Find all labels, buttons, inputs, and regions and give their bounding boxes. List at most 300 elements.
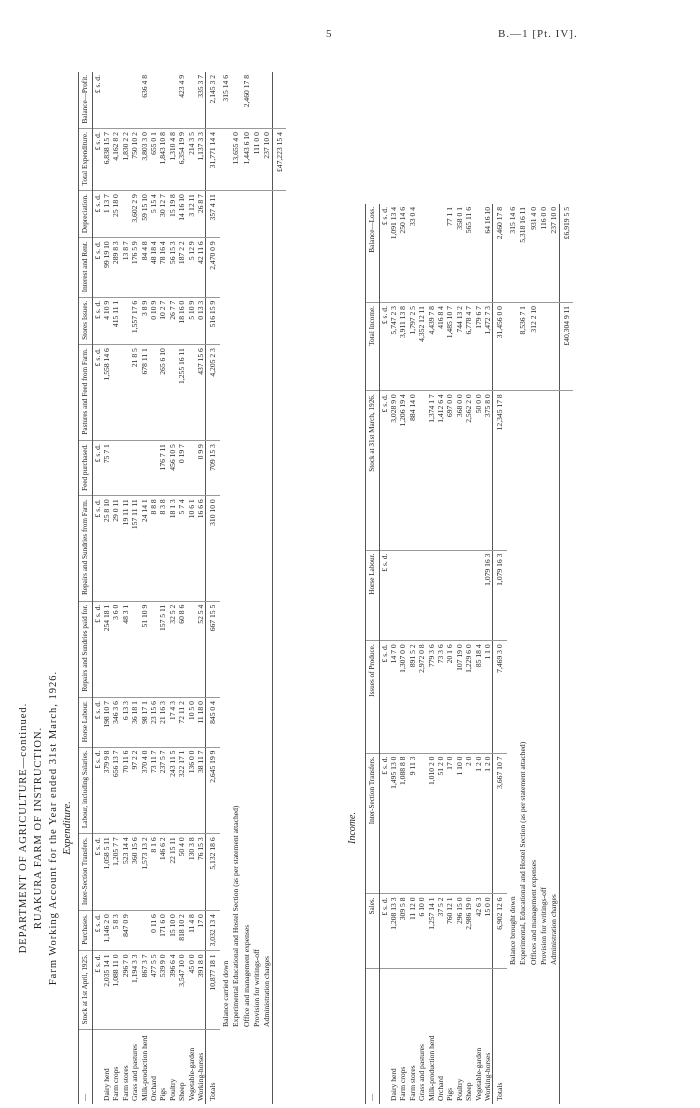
expenditure-unit-cell: £ s. d.	[92, 747, 102, 834]
expenditure-cell: 18 1 3	[168, 496, 177, 601]
income-cell: 6,778 4 7	[464, 303, 473, 391]
income-extra-pad	[507, 968, 517, 1104]
expenditure-row	[121, 72, 130, 1104]
income-cell: 1 2 0	[474, 753, 483, 894]
expenditure-cell: 335 3 7	[196, 72, 206, 129]
income-extra-row	[528, 204, 538, 1104]
expenditure-cell: 1,830 2 2	[121, 129, 130, 191]
expenditure-cell: 56 15 3	[168, 238, 177, 297]
expenditure-cell: 423 4 9	[177, 72, 186, 129]
income-extra-value: 116 0 0	[538, 204, 548, 303]
income-cell: 760 12 1	[445, 894, 454, 968]
expenditure-cell: 13 8 7	[121, 238, 130, 297]
income-cell: 2 0	[464, 753, 473, 894]
expenditure-cell	[121, 345, 130, 441]
expenditure-cell: 1,557 17 6	[130, 297, 139, 344]
expenditure-cell: 296 7 0	[121, 951, 130, 1030]
expenditure-cell: 437 15 6	[196, 345, 206, 441]
income-cell: 358 0 1	[455, 204, 464, 303]
expenditure-unit-cell: £ s. d.	[92, 601, 102, 697]
expenditure-cell: 1,194 3 3	[130, 951, 139, 1030]
expenditure-cell: 243 11 5	[168, 747, 177, 834]
expenditure-cell: 750 10 2	[130, 129, 139, 191]
expenditure-cell: 2,035 14 1	[102, 951, 111, 1030]
expenditure-cell: 11 4 8	[187, 911, 196, 951]
income-cell: Farm stores	[407, 1065, 417, 1101]
expenditure-cell: 48 3 1	[121, 601, 130, 697]
income-unit-cell: £ s. d.	[379, 894, 389, 968]
income-cell: 1,307 0 0	[398, 641, 407, 753]
expenditure-row	[168, 72, 177, 1104]
expenditure-total-cell: 357 4 11	[206, 191, 220, 238]
income-cell: Grass and pastures	[417, 1044, 427, 1101]
expenditure-cell: 3 8 9	[140, 297, 149, 344]
income-cell: 3,028 9 0	[389, 391, 398, 550]
expenditure-cell: 477 5 5	[149, 951, 158, 1030]
expenditure-cell: 97 2 2	[130, 747, 139, 834]
income-row	[389, 204, 398, 1104]
income-cell: 50 0 0	[474, 391, 483, 550]
income-row	[436, 204, 445, 1104]
expenditure-unit-cell: £ s. d.	[92, 191, 102, 238]
income-cell	[436, 204, 445, 303]
income-cell: 73 3 6	[436, 641, 445, 753]
expenditure-cell: 70 11 6	[121, 747, 130, 834]
expenditure-cell: 176 7 11	[158, 441, 167, 496]
income-cell: Poultry	[454, 1078, 464, 1101]
income-cell: 85 18 4	[474, 641, 483, 753]
expenditure-cell	[168, 72, 177, 129]
department-title: DEPARTMENT OF AGRICULTURE—continued.	[18, 702, 29, 954]
expenditure-cell: 0 10 9	[149, 297, 158, 344]
expenditure-cell: 21 16 3	[158, 698, 167, 747]
income-header-cell: Issues of Produce.	[366, 641, 380, 753]
income-extra-pad	[548, 968, 559, 1104]
income-extra-label: Experimental, Educational and Hostel Section (as per statement attached)	[518, 741, 528, 966]
expenditure-cell	[168, 345, 177, 441]
expenditure-cell	[130, 911, 139, 951]
income-grand-total-row	[559, 204, 573, 1104]
expenditure-table	[78, 72, 286, 1104]
income-cell: 1,374 1 7	[427, 391, 436, 550]
expenditure-cell: 60 8 6	[177, 601, 186, 697]
expenditure-cell: 254 18 1	[102, 601, 111, 697]
expenditure-cell: Sheep	[177, 1082, 187, 1101]
expenditure-cell: 14 16 10	[177, 191, 186, 238]
expenditure-cell	[121, 191, 130, 238]
expenditure-cell: Farm stores	[120, 1065, 130, 1101]
income-extra-label: Administration charges	[549, 894, 559, 966]
expenditure-cell: 72 11 2	[177, 698, 186, 747]
income-cell	[474, 550, 483, 641]
expenditure-header-cell: Total Expenditure.	[79, 129, 93, 191]
expenditure-cell: 391 8 0	[196, 951, 206, 1030]
income-cell: 42 6 3	[474, 894, 483, 968]
income-cell	[436, 550, 445, 641]
expenditure-cell: 0 13 3	[196, 297, 206, 344]
expenditure-cell: 4,162 8 2	[111, 129, 120, 191]
expenditure-cell	[149, 441, 158, 496]
expenditure-total-cell: 516 15 9	[206, 297, 220, 344]
expenditure-extra-row	[261, 72, 272, 1104]
expenditure-cell: 98 17 1	[140, 698, 149, 747]
expenditure-extra-pad	[230, 1030, 240, 1104]
income-grand-total: £40,304 9 11	[559, 303, 573, 391]
expenditure-cell	[130, 72, 139, 129]
expenditure-total-cell: 2,145 3 2	[206, 72, 220, 129]
expenditure-header-cell: Horse Labour.	[79, 698, 93, 747]
income-cell	[398, 550, 407, 641]
expenditure-extra-value	[261, 72, 272, 129]
income-cell: 1,472 7 3	[483, 303, 493, 391]
income-row	[464, 204, 473, 1104]
expenditure-cell: 0 19 7	[177, 441, 186, 496]
income-cell: 1 2 0	[483, 753, 493, 894]
expenditure-row	[140, 72, 149, 1104]
income-cell: 1,079 16 3	[483, 550, 493, 641]
expenditure-cell: Farm crops	[111, 1066, 121, 1101]
expenditure-cell: 818 10 2	[177, 911, 186, 951]
income-cell: 416 8 4	[436, 303, 445, 391]
expenditure-total-cell: Totals	[206, 1030, 220, 1104]
expenditure-extra-label: Provision for writings-off	[252, 949, 261, 1027]
income-cell: 2,972 0 8	[417, 641, 426, 753]
income-row	[455, 204, 464, 1104]
income-cell: 1,091 13 4	[389, 204, 398, 303]
income-cell: 6 10 0	[417, 894, 426, 968]
expenditure-cell: 84 4 8	[140, 238, 149, 297]
expenditure-cell: 1,146 2 0	[102, 911, 111, 951]
income-extra-value: 315 14 6	[507, 204, 517, 303]
expenditure-extra-label: Administration charges	[262, 956, 272, 1027]
expenditure-cell: 6,354 19 9	[177, 129, 186, 191]
income-cell: 1,229 6 0	[464, 641, 473, 753]
expenditure-extra-value	[220, 129, 230, 191]
expenditure-cell	[121, 297, 130, 344]
expenditure-cell: 75 7 1	[102, 441, 111, 496]
income-row	[427, 204, 436, 1104]
expenditure-header-cell: Purchases.	[79, 911, 93, 951]
expenditure-cell	[158, 72, 167, 129]
expenditure-cell: 59 15 10	[140, 191, 149, 238]
income-row	[408, 204, 417, 1104]
income-unit-cell: £ s. d.	[379, 391, 389, 550]
income-extra-pad	[528, 968, 538, 1104]
expenditure-header-cell: Repairs and Sundries paid for.	[79, 601, 93, 697]
expenditure-cell: 237 5 7	[158, 747, 167, 834]
expenditure-grand-total: £47,223 15 4	[272, 129, 286, 191]
expenditure-total-cell: 3,032 13 4	[206, 911, 220, 951]
expenditure-cell: 0 11 6	[149, 911, 158, 951]
expenditure-extra-pad	[220, 1030, 230, 1104]
expenditure-header-cell: Inter-Section Transfers.	[79, 834, 93, 911]
expenditure-cell	[187, 601, 196, 697]
expenditure-extra-label: Office and management expenses	[241, 924, 251, 1027]
expenditure-cell: Orchard	[148, 1076, 158, 1101]
expenditure-cell: 146 6 2	[158, 834, 167, 911]
income-cell: 744 13 2	[455, 303, 464, 391]
expenditure-cell: 265 6 10	[158, 345, 167, 441]
income-cell: 1,485 10 7	[445, 303, 454, 391]
expenditure-total-cell: 31,771 14 4	[206, 129, 220, 191]
expenditure-cell: 24 14 1	[140, 496, 149, 601]
expenditure-cell: 171 6 0	[158, 911, 167, 951]
expenditure-extra-value: 13,655 4 0	[230, 129, 240, 191]
income-extra-pad	[517, 968, 527, 1104]
expenditure-cell: Pigs	[158, 1087, 168, 1101]
expenditure-cell: 4 10 9	[102, 297, 111, 344]
income-header-cell: Stock at 31st March, 1926.	[366, 391, 380, 550]
expenditure-row	[187, 72, 196, 1104]
expenditure-cell: 10 5 0	[187, 698, 196, 747]
expenditure-unit-cell	[92, 1030, 102, 1104]
expenditure-cell: 15 10 0	[168, 911, 177, 951]
expenditure-unit-cell: £ s. d.	[92, 834, 102, 911]
income-cell: 33 0 4	[408, 204, 417, 303]
expenditure-cell: 99 19 10	[102, 238, 111, 297]
income-cell: 697 0 0	[445, 391, 454, 550]
expenditure-header-cell: Balance—Profit.	[79, 72, 93, 129]
expenditure-cell: 157 11 11	[130, 496, 139, 601]
income-cell: 11 12 0	[408, 894, 417, 968]
expenditure-cell: 36 18 1	[130, 698, 139, 747]
income-cell: 884 14 0	[408, 391, 417, 550]
income-extra-value	[538, 303, 548, 391]
expenditure-cell	[149, 345, 158, 441]
expenditure-cell: 16 6 6	[196, 496, 206, 601]
income-grand-total: £6,919 5 5	[559, 204, 573, 303]
income-cell: 77 1 1	[445, 204, 454, 303]
expenditure-unit-cell: £ s. d.	[92, 698, 102, 747]
expenditure-cell	[111, 72, 120, 129]
expenditure-header-cell: Depreciation.	[79, 191, 93, 238]
expenditure-cell: 8 1 6	[149, 834, 158, 911]
income-cell: 9 11 3	[408, 753, 417, 894]
expenditure-unit-cell: £ s. d.	[92, 441, 102, 496]
expenditure-cell: 136 0 0	[187, 747, 196, 834]
expenditure-cell: 3,602 2 9	[130, 191, 139, 238]
income-cell	[389, 550, 398, 641]
expenditure-unit-cell: £ s. d.	[92, 951, 102, 1030]
expenditure-total-cell: 845 0 4	[206, 698, 220, 747]
expenditure-cell: Grass and pastures	[130, 1044, 140, 1101]
expenditure-total-cell: 2,645 19 9	[206, 747, 220, 834]
income-extra-value	[548, 303, 559, 391]
expenditure-grand-total-row	[272, 72, 286, 1104]
income-total-cell: 7,469 3 0	[493, 641, 507, 753]
expenditure-cell: 322 17 1	[177, 747, 186, 834]
expenditure-cell: 15 19 8	[168, 191, 177, 238]
expenditure-cell: 1,137 3 3	[196, 129, 206, 191]
income-cell: 375 8 0	[483, 391, 493, 550]
income-cell: 891 5 2	[408, 641, 417, 753]
expenditure-header-cell: Feed purchased.	[79, 441, 93, 496]
income-cell: 779 3 6	[427, 641, 436, 753]
expenditure-total-cell: 5,132 18 6	[206, 834, 220, 911]
expenditure-cell: 5 10 9	[187, 297, 196, 344]
expenditure-cell	[121, 72, 130, 129]
expenditure-cell: 847 0 9	[121, 911, 130, 951]
expenditure-header-cell: Interest and Rent.	[79, 238, 93, 297]
income-cell	[417, 550, 426, 641]
expenditure-cell: 26 8 7	[196, 191, 206, 238]
income-total-cell: 12,345 17 8	[493, 391, 507, 550]
expenditure-unit-cell: £ s. d.	[92, 297, 102, 344]
expenditure-cell: 289 8 3	[111, 238, 120, 297]
expenditure-cell: 23 15 6	[149, 698, 158, 747]
income-unit-cell: £ s. d.	[379, 641, 389, 753]
expenditure-extra-value: 1,443 6 10	[241, 129, 251, 191]
income-totals-row	[493, 204, 507, 1104]
expenditure-cell: 8 3 8	[158, 496, 167, 601]
income-cell: Dairy herd	[388, 1068, 398, 1101]
income-cell: Sheep	[464, 1082, 474, 1101]
expenditure-cell: 10 2 7	[158, 297, 167, 344]
expenditure-cell: 1,058 5 11	[102, 834, 111, 911]
expenditure-cell	[187, 441, 196, 496]
income-cell: 14 7 0	[389, 641, 398, 753]
income-total-cell: Totals	[493, 968, 507, 1104]
expenditure-row	[196, 72, 206, 1104]
income-cell	[455, 550, 464, 641]
expenditure-cell: 73 11 7	[149, 747, 158, 834]
income-header-row	[366, 204, 380, 1104]
expenditure-cell: 187 2 2	[177, 238, 186, 297]
expenditure-cell: 1,205 7 7	[111, 834, 120, 911]
expenditure-cell: 32 5 2	[168, 601, 177, 697]
expenditure-row	[177, 72, 186, 1104]
expenditure-heading: Expenditure.	[62, 801, 73, 855]
expenditure-cell: 5 12 9	[187, 238, 196, 297]
expenditure-cell: 3 6 0	[111, 601, 120, 697]
expenditure-extra-pad	[251, 1030, 261, 1104]
expenditure-cell: 25 18 0	[111, 191, 120, 238]
income-cell	[408, 550, 417, 641]
expenditure-cell: 214 3 5	[187, 129, 196, 191]
expenditure-extra-row	[230, 72, 240, 1104]
expenditure-cell: 415 11 1	[111, 297, 120, 344]
expenditure-cell: 30 12 7	[158, 191, 167, 238]
income-cell: Milk-production herd	[426, 1035, 436, 1101]
income-header-cell: —	[366, 968, 380, 1104]
expenditure-unit-cell: £ s. d.	[92, 72, 102, 129]
income-header-cell: Total Income.	[366, 303, 380, 391]
expenditure-cell: 176 5 9	[130, 238, 139, 297]
expenditure-unit-cell: £ s. d.	[92, 129, 102, 191]
income-cell: 3,911 13 8	[398, 303, 407, 391]
expenditure-cell	[187, 72, 196, 129]
income-cell: 37 5 2	[436, 894, 445, 968]
income-cell: 250 14 6	[398, 204, 407, 303]
income-row	[417, 204, 426, 1104]
expenditure-row	[111, 72, 120, 1104]
expenditure-cell: 29 0 11	[111, 496, 120, 601]
expenditure-cell: 21 8 5	[130, 345, 139, 441]
income-cell: 1,206 19 4	[398, 391, 407, 550]
expenditure-cell	[111, 345, 120, 441]
income-cell	[427, 204, 436, 303]
expenditure-cell: 1,843 10 8	[158, 129, 167, 191]
income-cell: 296 15 0	[455, 894, 464, 968]
income-cell	[427, 550, 436, 641]
expenditure-cell: 636 4 8	[140, 72, 149, 129]
expenditure-cell: 42 11 6	[196, 238, 206, 297]
income-cell	[464, 550, 473, 641]
expenditure-row	[149, 72, 158, 1104]
expenditure-cell	[140, 911, 149, 951]
expenditure-header-cell: Labour, including Salaries.	[79, 747, 93, 834]
income-extra-value: 5,318 16 11	[517, 204, 527, 303]
income-cell: 1,208 13 3	[389, 894, 398, 968]
income-extra-row	[538, 204, 548, 1104]
expenditure-extra-row	[241, 72, 251, 1104]
expenditure-cell: 17 0	[196, 911, 206, 951]
income-cell	[417, 753, 426, 894]
income-cell: 1,257 14 1	[427, 894, 436, 968]
income-cell	[445, 550, 454, 641]
income-cell: 565 11 6	[464, 204, 473, 303]
expenditure-cell	[149, 601, 158, 697]
expenditure-extra-value	[251, 72, 261, 129]
income-extra-value: 931 4 0	[528, 204, 538, 303]
income-extra-value	[507, 303, 517, 391]
income-cell: 1,010 2 0	[427, 753, 436, 894]
income-cell: 1 1 0	[483, 641, 493, 753]
income-cell: Farm crops	[398, 1066, 408, 1101]
expenditure-extra-value: 2,460 17 8	[241, 72, 251, 129]
income-cell: 2,986 19 0	[464, 894, 473, 968]
expenditure-cell	[130, 441, 139, 496]
income-cell: 1,412 6 4	[436, 391, 445, 550]
income-extra-row	[517, 204, 527, 1104]
expenditure-cell: 10 6 1	[187, 496, 196, 601]
income-cell: Pigs	[445, 1087, 455, 1101]
expenditure-cell: 3 12 11	[187, 191, 196, 238]
expenditure-cell: 3,547 10 0	[177, 951, 186, 1030]
expenditure-cell: 346 3 6	[111, 698, 120, 747]
expenditure-cell: 25 8 10	[102, 496, 111, 601]
expenditure-cell: 360 15 6	[130, 834, 139, 911]
expenditure-header-row	[79, 72, 93, 1104]
expenditure-cell: 76 15 3	[196, 834, 206, 911]
expenditure-extra-pad	[261, 1030, 272, 1104]
expenditure-extra-row	[220, 72, 230, 1104]
income-cell: 20 1 6	[445, 641, 454, 753]
expenditure-cell: Dairy herd	[101, 1068, 111, 1101]
expenditure-cell: 1,310 4 8	[168, 129, 177, 191]
income-cell: 1,495 13 0	[389, 753, 398, 894]
expenditure-cell: 52 5 4	[196, 601, 206, 697]
expenditure-header-cell: Repairs and Sundries from Farm.	[79, 496, 93, 601]
expenditure-cell: 396 6 4	[168, 951, 177, 1030]
income-cell	[474, 204, 483, 303]
expenditure-cell: 11 18 0	[196, 698, 206, 747]
income-cell	[417, 391, 426, 550]
expenditure-cell: Working-horses	[195, 1052, 205, 1101]
expenditure-cell: 0 9 9	[196, 441, 206, 496]
income-cell: 51 2 0	[436, 753, 445, 894]
expenditure-cell: 655 0 1	[149, 129, 158, 191]
income-row	[483, 204, 493, 1104]
income-cell: 64 16 10	[483, 204, 493, 303]
expenditure-cell: 1 13 7	[102, 191, 111, 238]
income-extra-value: 8,536 7 1	[517, 303, 527, 391]
expenditure-cell: 130 3 8	[187, 834, 196, 911]
document-reference: B.—1 [Pt. IV].	[498, 28, 578, 40]
income-unit-cell: £ s. d.	[379, 753, 389, 894]
expenditure-cell: 198 10 7	[102, 698, 111, 747]
expenditure-cell: Poultry	[167, 1078, 177, 1101]
